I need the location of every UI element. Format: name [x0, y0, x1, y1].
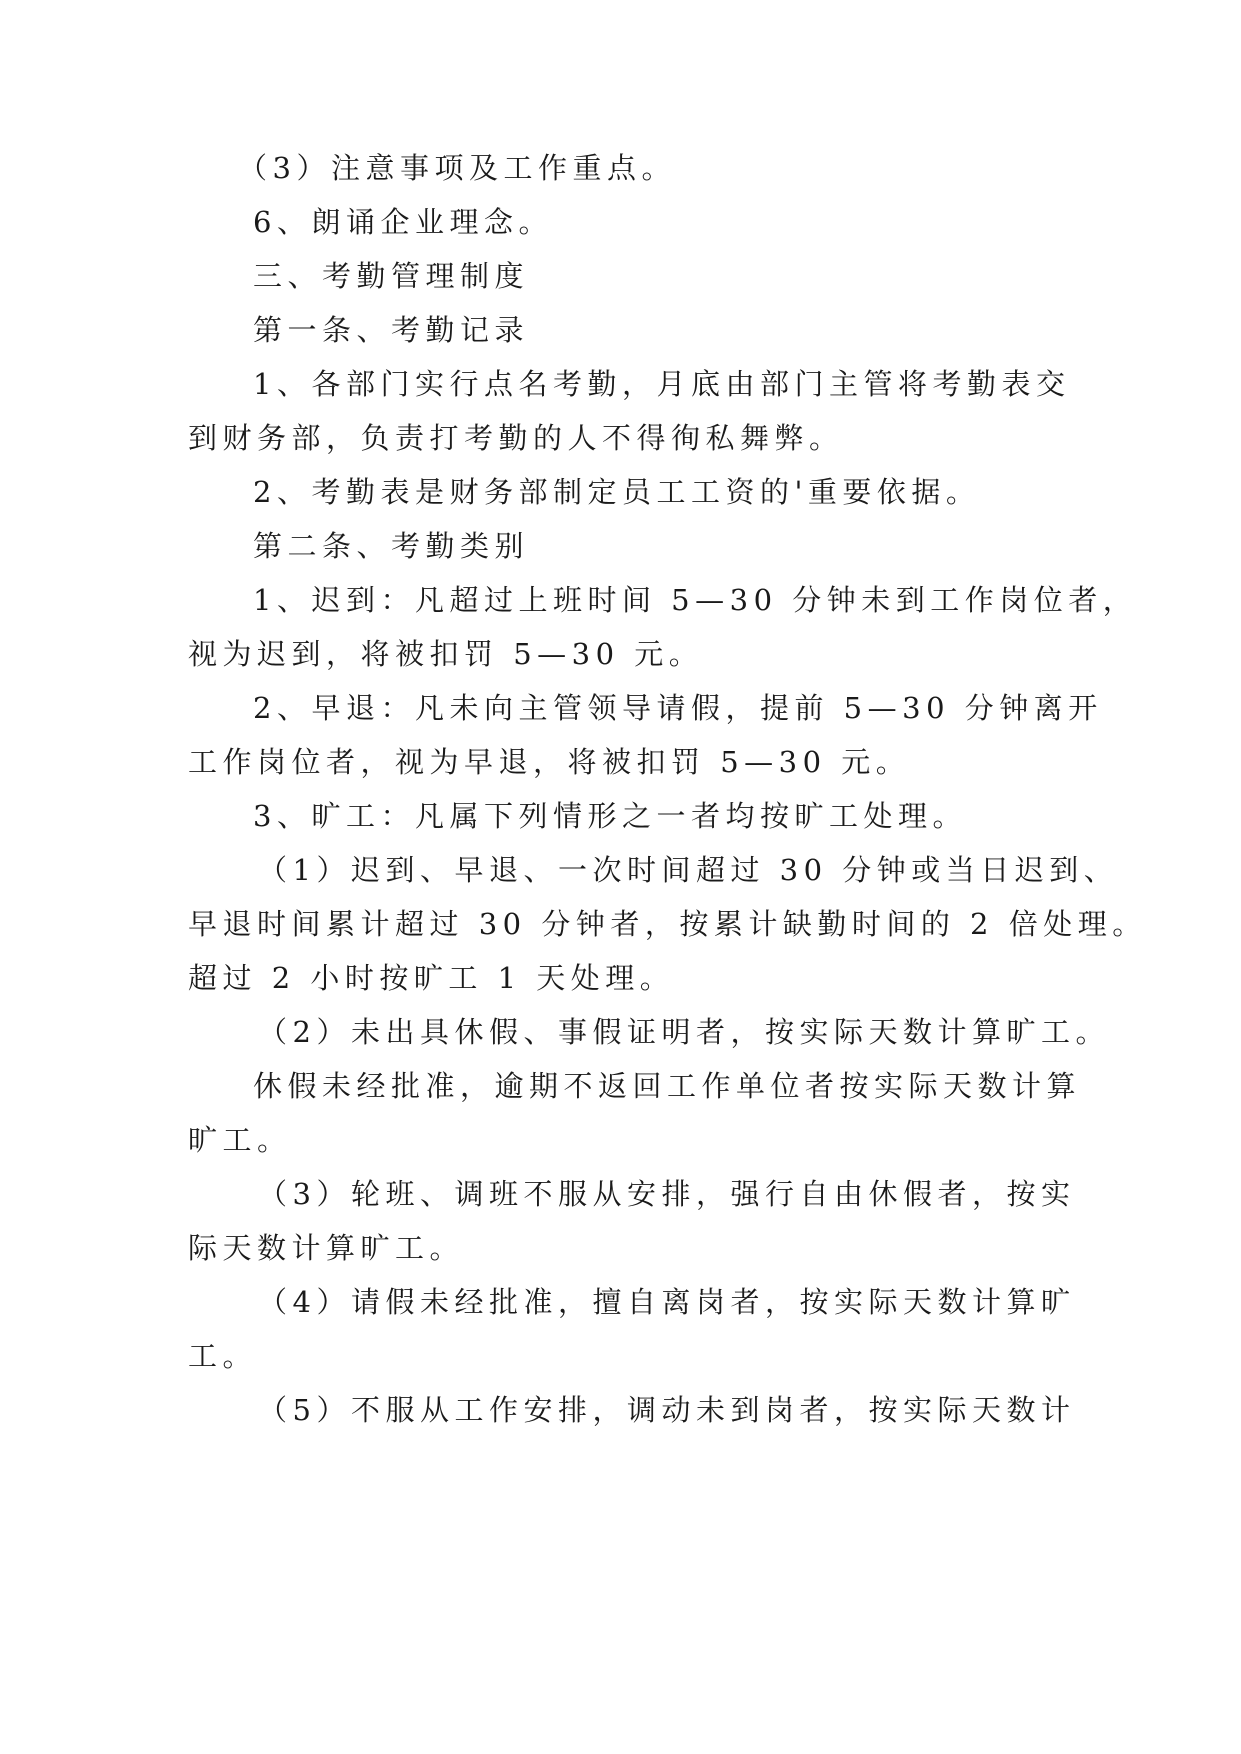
text-line: 2、早退：凡未向主管领导请假，提前 5—30 分钟离开 [253, 691, 1103, 725]
text-line: （4）请假未经批准，擅自离岗者，按实际天数计算旷 [258, 1285, 1076, 1319]
text-line: 休假未经批准，逾期不返回工作单位者按实际天数计算 [253, 1069, 1082, 1103]
text-line: （5）不服从工作安排，调动未到岗者，按实际天数计 [258, 1393, 1076, 1427]
text-line: 际天数计算旷工。 [188, 1231, 465, 1265]
text-line: 3、旷工：凡属下列情形之一者均按旷工处理。 [253, 799, 967, 833]
text-line: 视为迟到，将被扣罚 5—30 元。 [188, 637, 704, 671]
text-line: 1、迟到：凡超过上班时间 5—30 分钟未到工作岗位者， [253, 583, 1138, 617]
text-line: 6、朗诵企业理念。 [253, 205, 553, 239]
text-line: （2）未出具休假、事假证明者，按实际天数计算旷工。 [258, 1015, 1110, 1049]
text-line: （3）注意事项及工作重点。 [238, 151, 676, 185]
text-line: 到财务部，负责打考勤的人不得徇私舞弊。 [188, 421, 844, 455]
section-heading: 三、考勤管理制度 [253, 259, 530, 293]
text-line: （1）迟到、早退、一次时间超过 30 分钟或当日迟到、 [258, 853, 1119, 887]
text-line: 超过 2 小时按旷工 1 天处理。 [188, 961, 675, 995]
text-line: 2、考勤表是财务部制定员工工资的'重要依据。 [253, 475, 981, 509]
text-line: 旷工。 [188, 1123, 292, 1157]
text-line: 工作岗位者，视为早退，将被扣罚 5—30 元。 [188, 745, 911, 779]
text-line: 工。 [188, 1339, 258, 1373]
text-line: 1、各部门实行点名考勤，月底由部门主管将考勤表交 [253, 367, 1071, 401]
text-line: （3）轮班、调班不服从安排，强行自由休假者，按实 [258, 1177, 1076, 1211]
article-heading: 第二条、考勤类别 [253, 529, 530, 563]
article-heading: 第一条、考勤记录 [253, 313, 530, 347]
text-line: 早退时间累计超过 30 分钟者，按累计缺勤时间的 2 倍处理。 [188, 907, 1147, 941]
